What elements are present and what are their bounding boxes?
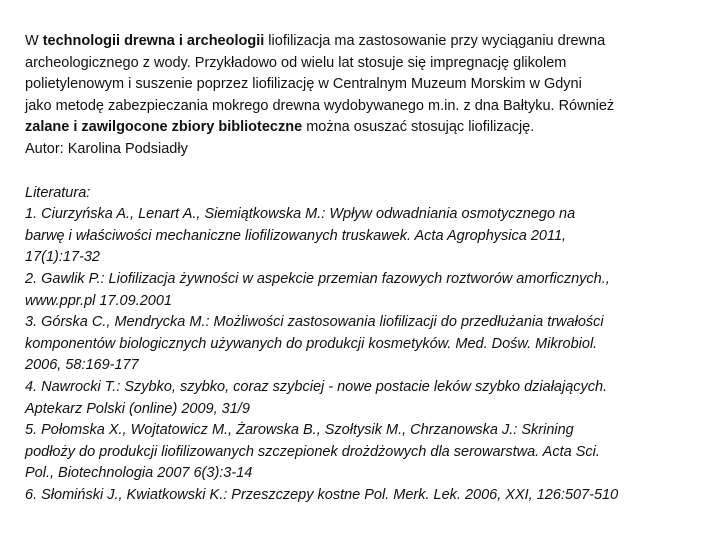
bold-phrase-library-collections: zalane i zawilgocone zbiory biblioteczne <box>25 119 303 136</box>
reference-item <box>25 204 705 269</box>
reference-line: 2. Gawlik P.: Liofilizacja żywności w aspekcie przemian fazowych roztworów amorficznych., <box>25 270 610 287</box>
paragraph-line: polietylenowym i suszenie poprzez liofilizację w Centralnym Muzeum Morskim w Gdyni <box>25 76 582 93</box>
reference-line: barwę i właściwości mechaniczne liofilizowanych truskawek. Acta Agrophysica 2011, <box>25 227 567 244</box>
reference-line: 6. Słomiński J., Kwiatkowski K.: Przeszczepy kostne Pol. Merk. Lek. 2006, XXI, 126:507-510 <box>25 486 619 503</box>
reference-list <box>25 204 705 506</box>
reference-item <box>25 269 705 312</box>
reference-line: 3. Górska C., Mendrycka M.: Możliwości zastosowania liofilizacji do przedłużania trwałości <box>25 314 604 331</box>
reference-line: 4. Nawrocki T.: Szybko, szybko, coraz szybciej - nowe postacie leków szybko działających. <box>25 378 608 395</box>
reference-line: 17(1):17-32 <box>25 249 100 266</box>
reference-line: komponentów biologicznych używanych do produkcji kosmetyków. Med. Dośw. Mikrobiol. <box>25 335 598 352</box>
reference-line: www.ppr.pl 17.09.2001 <box>25 292 172 309</box>
reference-line: podłoży do produkcji liofilizowanych szczepionek drożdżowych dla serowarstwa. Acta Sci. <box>25 443 600 460</box>
reference-item <box>25 420 705 485</box>
literature-section <box>25 183 705 507</box>
text-run: W <box>25 33 43 49</box>
author-line: Autor: Karolina Podsiadły <box>25 140 188 157</box>
literature-heading: Literatura: <box>25 184 91 201</box>
reference-line: Aptekarz Polski (online) 2009, 31/9 <box>25 400 250 417</box>
reference-item <box>25 377 705 420</box>
document-page <box>25 31 705 506</box>
paragraph-line: jako metodę zabezpieczania mokrego drewna wydobywanego m.in. z dna Bałtyku. Również <box>25 97 615 114</box>
text-run: liofilizacja ma zastosowanie przy wyciąganiu drewna <box>264 33 606 49</box>
paragraph-line <box>25 31 705 53</box>
reference-line: Pol., Biotechnologia 2007 6(3):3-14 <box>25 465 253 482</box>
reference-item <box>25 312 705 377</box>
paragraph-line <box>25 117 705 139</box>
text-run: można osuszać stosując liofilizację. <box>302 119 535 136</box>
reference-line: 5. Połomska X., Wojtatowicz M., Żarowska B., Szołtysik M., Chrzanowska J.: Skrining <box>25 422 574 439</box>
reference-item <box>25 485 705 507</box>
reference-line: 1. Ciurzyńska A., Lenart A., Siemiątkowska M.: Wpływ odwadniania osmotycznego na <box>25 206 576 223</box>
article-paragraph <box>25 31 705 161</box>
bold-phrase-wood-archaeology: technologii drewna i archeologii <box>42 33 265 49</box>
paragraph-line: archeologicznego z wody. Przykładowo od wielu lat stosuje się impregnację glikolem <box>25 54 567 71</box>
reference-line: 2006, 58:169-177 <box>25 357 139 374</box>
